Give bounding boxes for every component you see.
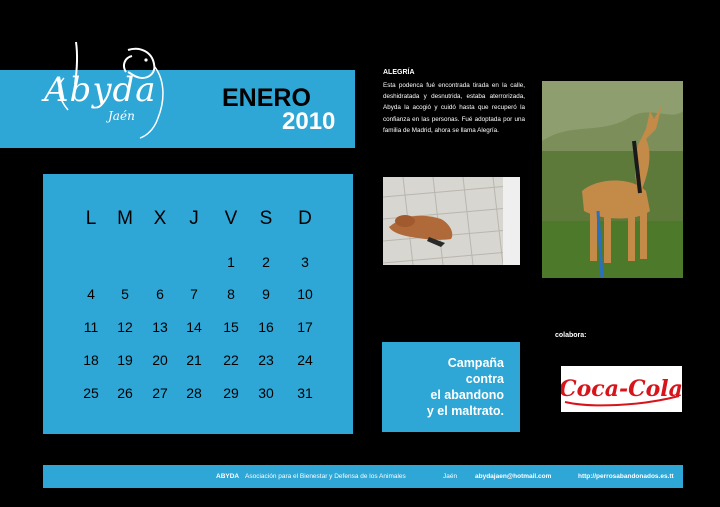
calendar-day: 29 [223, 385, 239, 401]
calendar-day: 10 [297, 286, 313, 302]
weekday-header: L [85, 208, 97, 229]
calendar-day: 9 [262, 286, 270, 302]
calendar-day: 8 [227, 286, 235, 302]
sponsor-logo-text: Coca-Cola [561, 376, 682, 402]
weekday-header: S [259, 208, 273, 229]
sponsor-logo [561, 366, 682, 412]
calendar-day: 17 [297, 319, 313, 335]
calendar-day: 11 [83, 319, 99, 335]
calendar-panel [43, 174, 353, 434]
calendar-day: 22 [223, 352, 239, 368]
calendar-day: 4 [87, 286, 95, 302]
story-title: ALEGRÍA [383, 69, 415, 76]
calendar-day: 23 [258, 352, 274, 368]
footer-city: Jaén [443, 473, 458, 480]
calendar-day: 18 [83, 352, 99, 368]
campaign-line: y el maltrato. [426, 404, 504, 418]
weekday-header: X [153, 208, 167, 229]
calendar-day: 28 [186, 385, 202, 401]
calendar-day: 21 [186, 352, 202, 368]
year-title: 2010 [282, 108, 336, 135]
month-title: ENERO [222, 84, 311, 112]
weekday-header: V [224, 208, 238, 229]
campaign-line: contra [465, 372, 504, 386]
dog-lying-photo [383, 177, 520, 265]
calendar-day: 24 [297, 352, 313, 368]
campaign-line: el abandono [430, 388, 504, 402]
calendar-day: 20 [152, 352, 168, 368]
calendar-day: 13 [152, 319, 168, 335]
logo-title: Abyda [44, 70, 157, 110]
footer-description: Asociación para el Bienestar y Defensa de los Animales [245, 473, 406, 480]
campaign-line: Campaña [447, 356, 504, 370]
calendar-day: 14 [186, 319, 202, 335]
sponsor-label: colabora: [555, 332, 587, 339]
calendar-day: 2 [262, 254, 270, 270]
calendar-day: 15 [223, 319, 239, 335]
logo-subtitle: Jaén [108, 109, 135, 123]
calendar-day: 27 [152, 385, 168, 401]
calendar-day: 6 [156, 286, 164, 302]
dog-standing-photo [542, 81, 683, 278]
calendar-day: 30 [258, 385, 274, 401]
weekday-header: M [117, 208, 133, 229]
calendar-day: 19 [117, 352, 133, 368]
calendar-day: 31 [297, 385, 313, 401]
calendar-day: 3 [301, 254, 309, 270]
calendar-day: 7 [190, 286, 198, 302]
weekday-header: J [189, 208, 199, 229]
calendar-day: 25 [83, 385, 99, 401]
campaign-box [382, 342, 520, 432]
footer-bar [43, 465, 683, 488]
calendar-day: 16 [258, 319, 274, 335]
story-text: Esta podenca fué encontrada tirada en la calle, deshidratada y desnutrida, estaba aterrorizada, Abyda la acogió y cuidó hasta que recuperó la confianza en las personas. Fué adoptada por una familia de Madrid, ahora se llama Alegría. [383, 82, 525, 134]
footer-website-link[interactable]: http://perrosabandonados.es.tt [578, 473, 674, 480]
calendar-day: 5 [121, 286, 129, 302]
weekday-header: D [298, 208, 312, 229]
calendar-day: 12 [117, 319, 133, 335]
footer-email[interactable]: abydajaen@hotmail.com [475, 473, 552, 480]
calendar-day: 26 [117, 385, 133, 401]
calendar-day: 1 [227, 254, 235, 270]
footer-org: ABYDA [216, 473, 240, 480]
